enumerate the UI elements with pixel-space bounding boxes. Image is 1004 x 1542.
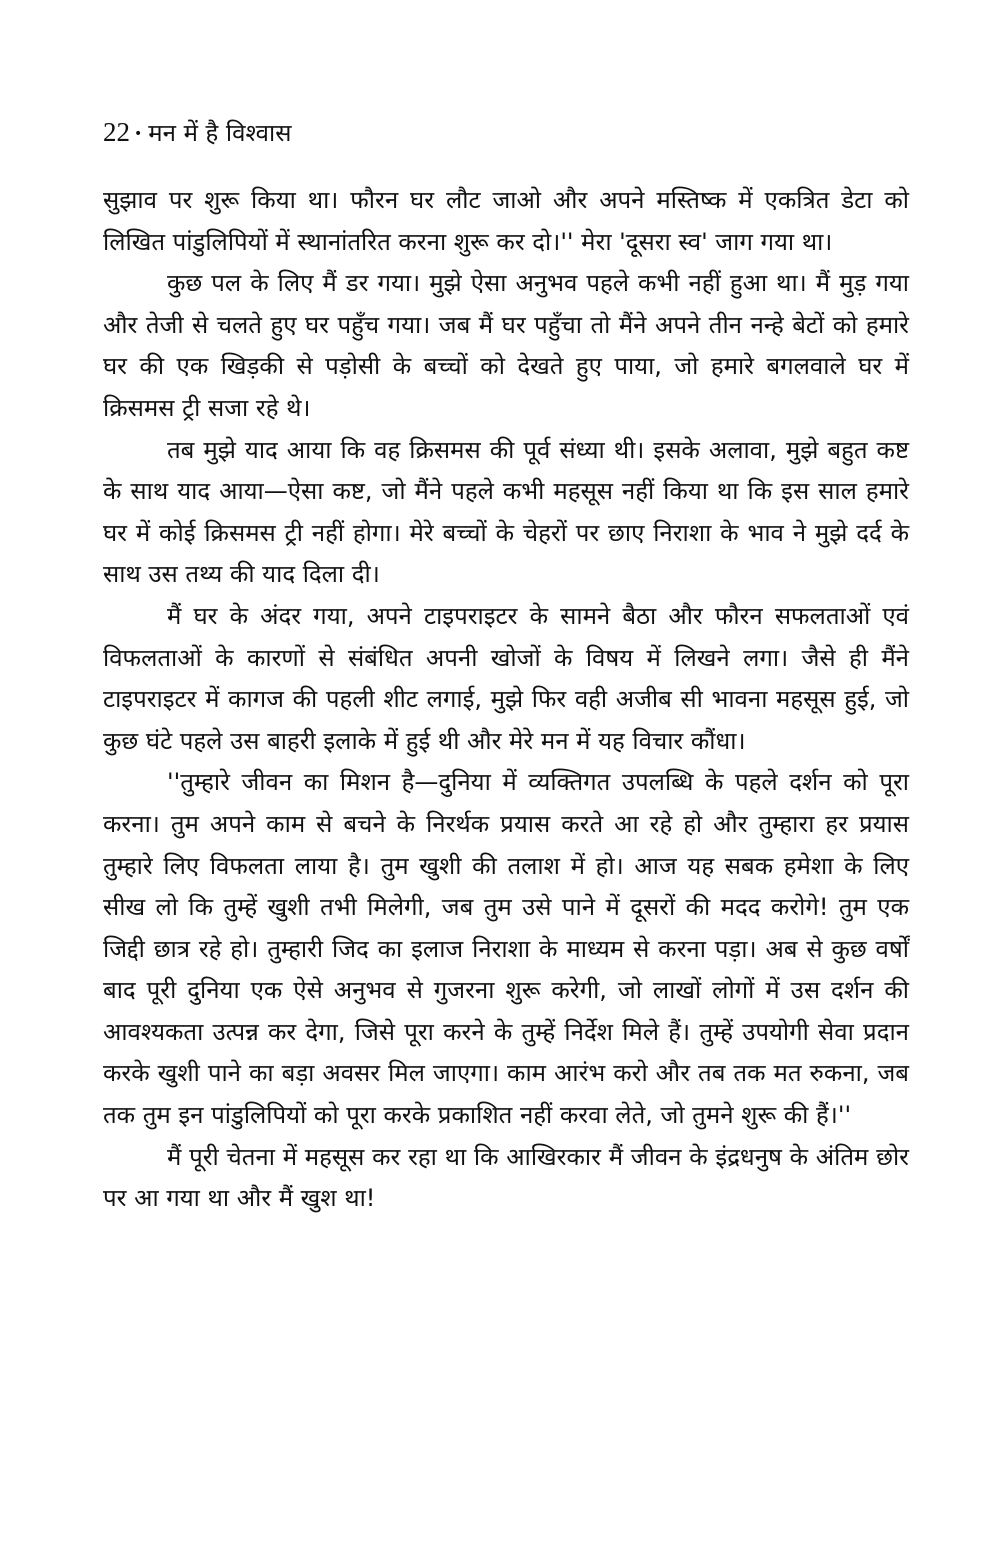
header-bullet: •: [134, 126, 143, 142]
body-text: [103, 180, 909, 1220]
paragraph: कुछ पल के लिए मैं डर गया। मुझे ऐसा अनुभव पहले कभी नहीं हुआ था। मैं मुड़ गया और तेजी से चलते हुए घर पहुँच गया। जब मैं घर पहुँचा तो मैंने अपने तीन नन्हे बेटों को हमारे घर की एक खिड़की से पड़ोसी के बच्चों को देखते हुए पाया, जो हमारे बगलवाले घर में क्रिसमस ट्री सजा रहे थे।: [103, 269, 909, 422]
paragraph: मैं पूरी चेतना में महसूस कर रहा था कि आखिरकार मैं जीवन के इंद्रधनुष के अंतिम छोर पर आ गया था और मैं खुश था!: [103, 1142, 909, 1213]
paragraph-continued: सुझाव पर शुरू किया था। फौरन घर लौट जाओ और अपने मस्तिष्क में एकत्रित डेटा को लिखित पांडुलिपियों में स्थानांतरित करना शुरू कर दो।'' मेरा 'दूसरा स्व' जाग गया था।: [103, 186, 909, 256]
paragraph-quote: ''तुम्हारे जीवन का मिशन है—दुनिया में व्यक्तिगत उपलब्धि के पहले दर्शन को पूरा करना। तुम अपने काम से बचने के निरर्थक प्रयास करते आ रहे हो और तुम्हारा हर प्रयास तुम्हारे लिए विफलता लाया है। तुम खुशी की तलाश में हो। आज यह सबक हमेशा के लिए सीख लो कि तुम्हें खुशी तभी मिलेगी, जब तुम उसे पाने में दूसरों की मदद करोगे! तुम एक जिद्दी छात्र रहे हो। तुम्हारी जिद का इलाज निराशा के माध्यम से करना पड़ा। अब से कुछ वर्षों बाद पूरी दुनिया एक ऐसे अनुभव से गुजरना शुरू करेगी, जो लाखों लोगों में उस दर्शन की आवश्यकता उत्पन्न कर देगा, जिसे पूरा करने के तुम्हें निर्देश मिले हैं। तुम्हें उपयोगी सेवा प्रदान करके खुशी पाने का बड़ा अवसर मिल जाएगा। काम आरंभ करो और तब तक मत रुकना, जब तक तुम इन पांडुलिपियों को पूरा करके प्रकाशित नहीं करवा लेते, जो तुमने शुरू की हैं।'': [103, 768, 909, 1130]
paragraph: तब मुझे याद आया कि वह क्रिसमस की पूर्व संध्या थी। इसके अलावा, मुझे बहुत कष्ट के साथ याद आया—ऐसा कष्ट, जो मैंने पहले कभी महसूस नहीं किया था कि इस साल हमारे घर में कोई क्रिसमस ट्री नहीं होगा। मेरे बच्चों के चेहरों पर छाए निराशा के भाव ने मुझे दर्द के साथ उस तथ्य की याद दिला दी।: [103, 435, 909, 589]
book-page: [103, 112, 909, 1220]
running-header: [103, 112, 909, 154]
book-title: मन में है विश्वास: [148, 119, 292, 147]
page-number: 22: [103, 117, 130, 147]
paragraph: मैं घर के अंदर गया, अपने टाइपराइटर के सामने बैठा और फौरन सफलताओं एवं विफलताओं के कारणों से संबंधित अपनी खोजों के विषय में लिखने लगा। जैसे ही मैंने टाइपराइटर में कागज की पहली शीट लगाई, मुझे फिर वही अजीब सी भावना महसूस हुई, जो कुछ घंटे पहले उस बाहरी इलाके में हुई थी और मेरे मन में यह विचार कौंधा।: [103, 601, 909, 755]
